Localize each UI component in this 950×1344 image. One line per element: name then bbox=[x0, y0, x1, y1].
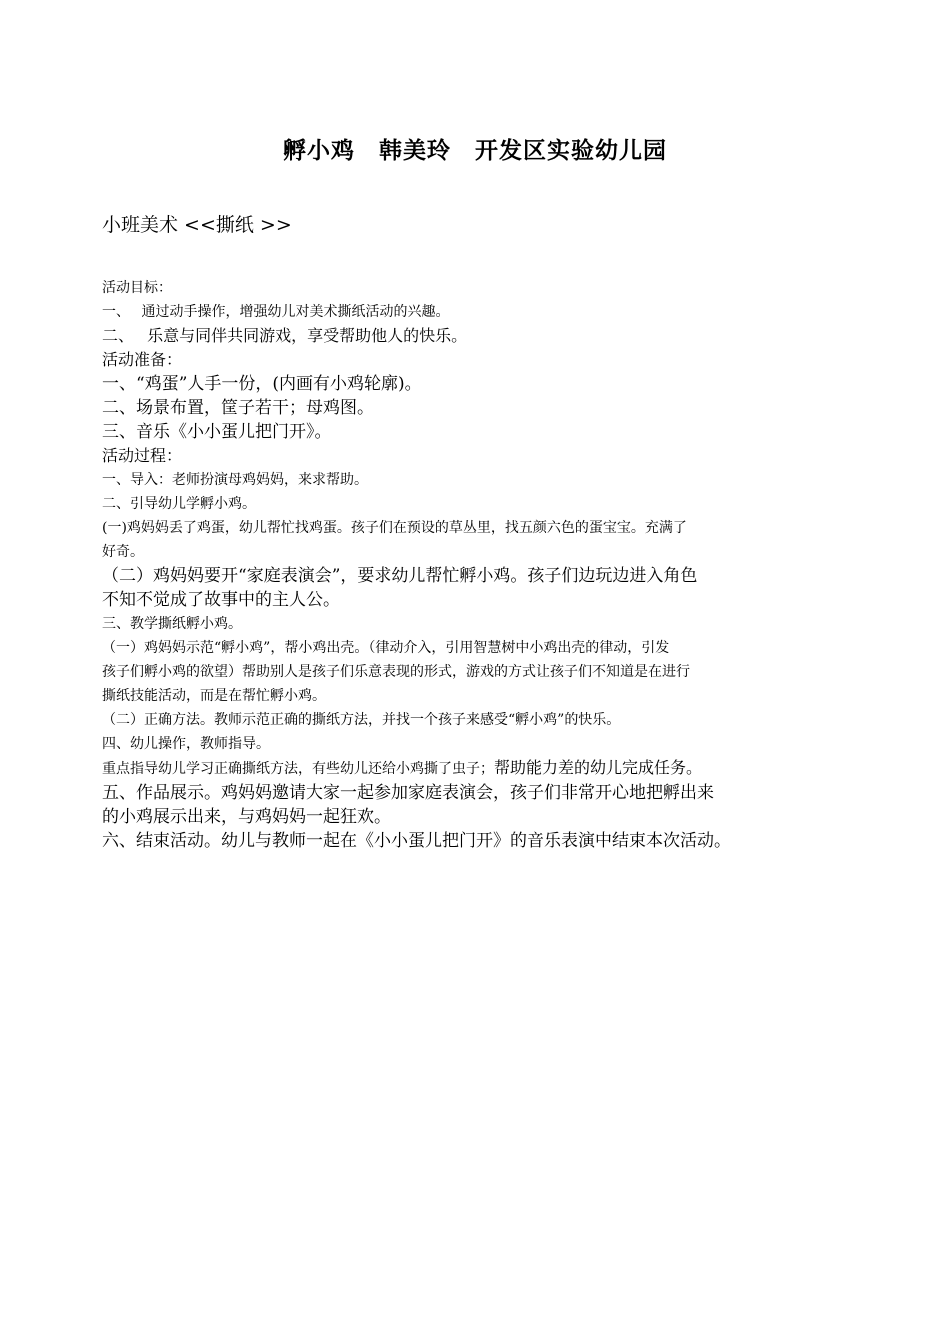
goal-item: 二、 乐意与同伴共同游戏，享受帮助他人的快乐。 bbox=[102, 326, 468, 345]
process-paragraph: 不知不觉成了故事中的主人公。 bbox=[102, 590, 340, 610]
process-item: 五、作品展示。鸡妈妈邀请大家一起参加家庭表演会，孩子们非常开心地把孵出来 bbox=[102, 783, 714, 803]
section-heading-preparation: 活动准备： bbox=[102, 350, 183, 369]
process-paragraph bbox=[102, 756, 822, 781]
process-paragraph: 撕纸技能活动，而是在帮忙孵小鸡。 bbox=[102, 688, 326, 704]
preparation-item: 三、音乐《小小蛋儿把门开》。 bbox=[102, 422, 332, 442]
document-body bbox=[102, 276, 822, 853]
process-paragraph: （二）正确方法。教师示范正确的撕纸方法，并找一个孩子来感受“孵小鸡”的快乐。 bbox=[102, 712, 621, 728]
process-paragraph: 的小鸡展示出来，与鸡妈妈一起狂欢。 bbox=[102, 807, 391, 827]
process-item: 二、引导幼儿学孵小鸡。 bbox=[102, 496, 256, 512]
process-paragraph: （一）鸡妈妈示范“孵小鸡”，帮小鸡出壳。（律动介入，引用智慧树中小鸡出壳的律动，引发 bbox=[102, 640, 670, 656]
preparation-item: 二、场景布置，筐子若干；母鸡图。 bbox=[102, 398, 374, 418]
section-heading-process: 活动过程： bbox=[102, 446, 183, 465]
process-paragraph: 好奇。 bbox=[102, 544, 144, 560]
document-subtitle: 小班美术 <<撕纸 >> bbox=[102, 214, 292, 236]
process-text-large: 帮助能力差的幼儿完成任务。 bbox=[494, 758, 703, 777]
process-item: 三、教学撕纸孵小鸡。 bbox=[102, 616, 242, 632]
document-title: 孵小鸡 韩美玲 开发区实验幼儿园 bbox=[283, 138, 667, 164]
preparation-item: 一、“鸡蛋”人手一份，(内画有小鸡轮廓)。 bbox=[102, 374, 422, 394]
section-heading-goals: 活动目标： bbox=[102, 280, 172, 296]
process-item: 一、导入：老师扮演母鸡妈妈，来求帮助。 bbox=[102, 472, 368, 488]
process-paragraph: （二）鸡妈妈要开“家庭表演会”，要求幼儿帮忙孵小鸡。孩子们边玩边进入角色 bbox=[102, 566, 698, 586]
process-item: 四、幼儿操作，教师指导。 bbox=[102, 736, 270, 752]
goal-item: 一、 通过动手操作，增强幼儿对美术撕纸活动的兴趣。 bbox=[102, 304, 450, 320]
process-text-small: 重点指导幼儿学习正确撕纸方法，有些幼儿还给小鸡撕了虫子； bbox=[102, 761, 494, 777]
process-paragraph: (一)鸡妈妈丢了鸡蛋，幼儿帮忙找鸡蛋。孩子们在预设的草丛里，找五颜六色的蛋宝宝。充满了 bbox=[102, 520, 687, 536]
process-paragraph: 孩子们孵小鸡的欲望）帮助别人是孩子们乐意表现的形式，游戏的方式让孩子们不知道是在进行 bbox=[102, 664, 690, 680]
process-item: 六、结束活动。幼儿与教师一起在《小小蛋儿把门开》的音乐表演中结束本次活动。 bbox=[102, 831, 731, 851]
